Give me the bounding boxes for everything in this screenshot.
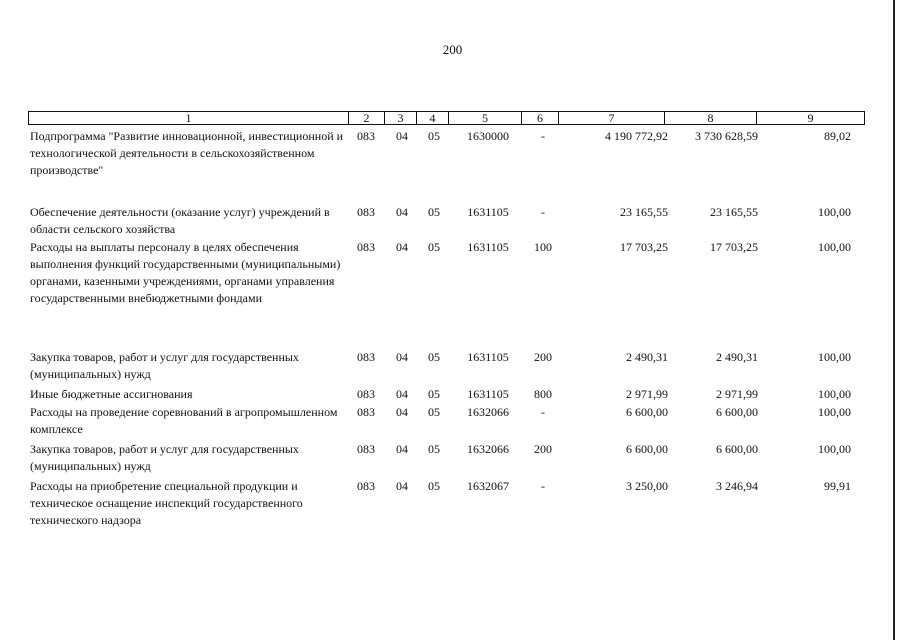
header-col-1: 1 <box>29 112 349 124</box>
row-col-9: 89,02 <box>824 129 851 143</box>
row-col-7: 6 600,00 <box>626 442 668 456</box>
table-header <box>28 111 865 125</box>
row-col-7: 6 600,00 <box>626 405 668 419</box>
row-col-4: 05 <box>428 240 440 254</box>
row-col-8: 2 971,99 <box>716 387 758 401</box>
row-col-5: 1631105 <box>467 350 509 364</box>
row-col-3: 04 <box>396 129 408 143</box>
row-col-3: 04 <box>396 405 408 419</box>
row-col-8: 3 730 628,59 <box>695 129 758 143</box>
row-col-2: 083 <box>357 405 375 419</box>
header-col-2: 2 <box>349 112 385 124</box>
header-col-8: 8 <box>665 112 757 124</box>
row-col-4: 05 <box>428 129 440 143</box>
row-name: Обеспечение деятельности (оказание услуг) учреждений в области сельского хозяйства <box>30 205 330 236</box>
row-col-8: 17 703,25 <box>710 240 758 254</box>
header-col-9: 9 <box>807 111 814 125</box>
row-col-5: 1631105 <box>467 387 509 401</box>
row-col-3: 04 <box>396 442 408 456</box>
row-col-3: 04 <box>396 240 408 254</box>
row-col-4: 05 <box>428 442 440 456</box>
row-col-3: 04 <box>396 479 408 493</box>
row-col-4: 05 <box>428 479 440 493</box>
row-col-4: 05 <box>428 205 440 219</box>
row-col-6: - <box>541 479 545 493</box>
row-col-6: - <box>541 205 545 219</box>
row-col-2: 083 <box>357 205 375 219</box>
row-name: Расходы на проведение соревнований в агропромышленном комплексе <box>30 405 338 436</box>
row-col-3: 04 <box>396 205 408 219</box>
row-col-9: 100,00 <box>818 240 851 254</box>
row-col-7: 17 703,25 <box>620 240 668 254</box>
row-name: Закупка товаров, работ и услуг для государственных (муниципальных) нужд <box>30 442 299 473</box>
row-col-3: 04 <box>396 387 408 401</box>
header-col-7: 7 <box>559 112 665 124</box>
row-name: Закупка товаров, работ и услуг для государственных (муниципальных) нужд <box>30 350 299 381</box>
row-col-7: 4 190 772,92 <box>605 129 668 143</box>
row-col-9: 100,00 <box>818 205 851 219</box>
row-col-2: 083 <box>357 442 375 456</box>
row-col-8: 23 165,55 <box>710 205 758 219</box>
row-col-2: 083 <box>357 240 375 254</box>
row-col-2: 083 <box>357 479 375 493</box>
row-col-6: 200 <box>534 350 552 364</box>
row-col-4: 05 <box>428 405 440 419</box>
row-col-8: 2 490,31 <box>716 350 758 364</box>
header-col-6: 6 <box>522 112 559 124</box>
row-col-4: 05 <box>428 387 440 401</box>
row-col-5: 1631105 <box>467 205 509 219</box>
row-col-6: - <box>541 129 545 143</box>
row-col-9: 100,00 <box>818 350 851 364</box>
row-col-5: 1630000 <box>467 129 509 143</box>
row-col-3: 04 <box>396 350 408 364</box>
row-name: Расходы на приобретение специальной продукции и техническое оснащение инспекций государственного технического надзора <box>30 479 303 527</box>
row-col-2: 083 <box>357 129 375 143</box>
row-col-8: 6 600,00 <box>716 442 758 456</box>
row-col-5: 1631105 <box>467 240 509 254</box>
row-col-6: - <box>541 405 545 419</box>
row-col-9: 100,00 <box>818 387 851 401</box>
row-col-8: 6 600,00 <box>716 405 758 419</box>
row-col-7: 23 165,55 <box>620 205 668 219</box>
row-col-2: 083 <box>357 350 375 364</box>
row-col-6: 200 <box>534 442 552 456</box>
row-col-5: 1632066 <box>467 442 509 456</box>
header-col-5: 5 <box>449 112 522 124</box>
row-col-9: 100,00 <box>818 442 851 456</box>
row-col-5: 1632067 <box>467 479 509 493</box>
row-col-7: 2 971,99 <box>626 387 668 401</box>
row-name: Расходы на выплаты персоналу в целях обеспечения выполнения функций государственными (муниципальными) органами, казенными учреждениями, органами управления государственными внебюджетными фондами <box>30 240 341 305</box>
row-col-6: 100 <box>534 240 552 254</box>
row-col-9: 100,00 <box>818 405 851 419</box>
row-col-9: 99,91 <box>824 479 851 493</box>
page-edge-line <box>893 0 895 640</box>
row-col-8: 3 246,94 <box>716 479 758 493</box>
row-col-4: 05 <box>428 350 440 364</box>
row-col-2: 083 <box>357 387 375 401</box>
row-col-7: 2 490,31 <box>626 350 668 364</box>
page-number: 200 <box>442 42 463 57</box>
row-col-6: 800 <box>534 387 552 401</box>
header-col-3: 3 <box>385 112 417 124</box>
row-col-7: 3 250,00 <box>626 479 668 493</box>
row-name: Иные бюджетные ассигнования <box>30 387 193 401</box>
header-col-4: 4 <box>417 112 449 124</box>
row-name: Подпрограмма "Развитие инновационной, инвестиционной и технологической деятельности в сельскохозяйственном производстве" <box>30 129 344 177</box>
row-col-5: 1632066 <box>467 405 509 419</box>
